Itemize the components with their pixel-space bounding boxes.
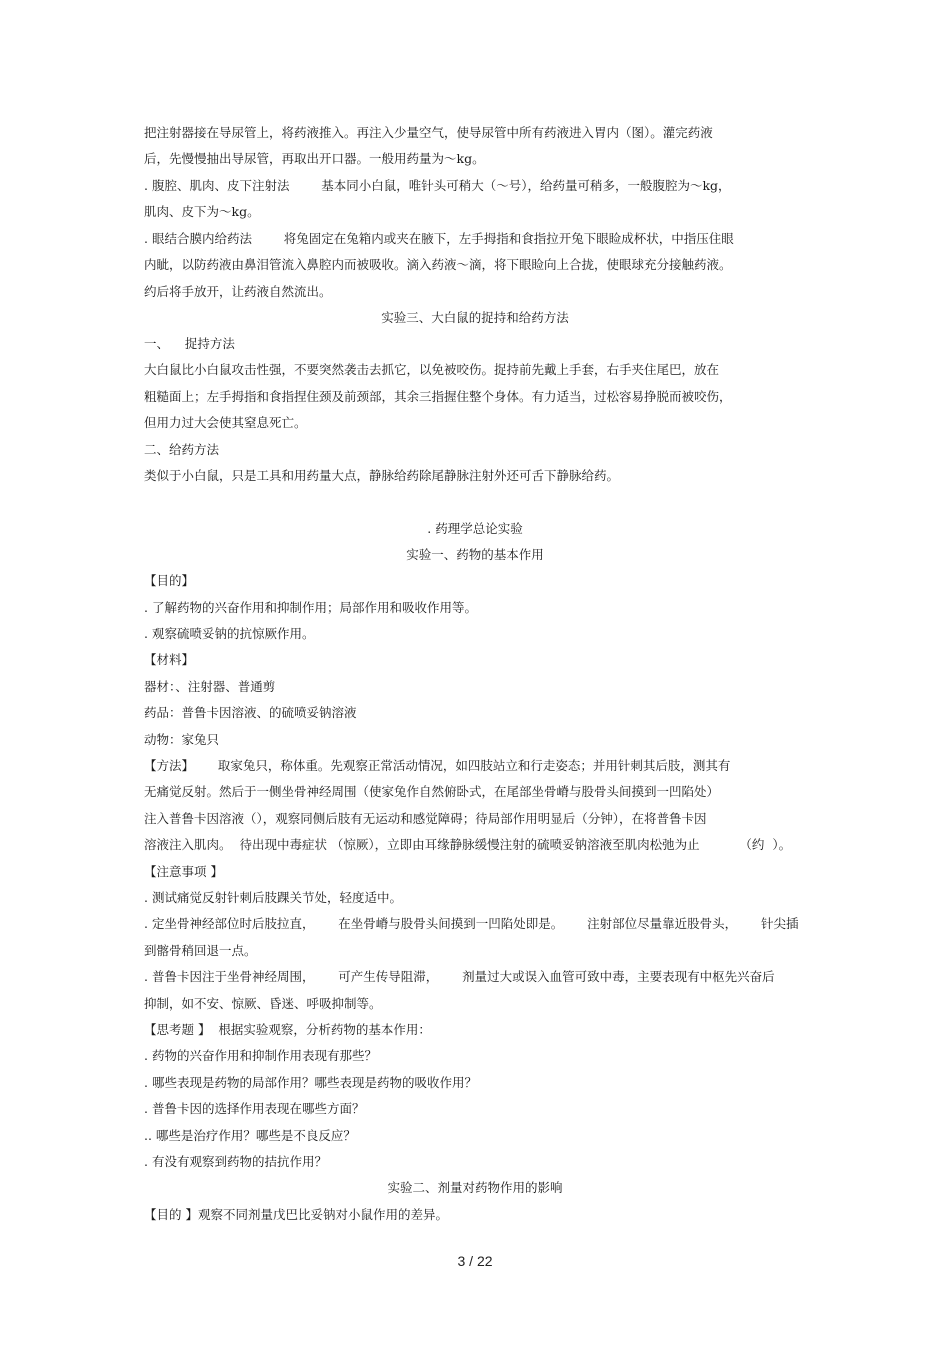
body-line: . 普鲁卡因注于坐骨神经周围， 可产生传导阻滞， 剂量过大或误入血管可致中毒，主要表现有中枢先兴奋后 [144, 969, 775, 984]
body-line: 抑制，如不安、惊厥、昏迷、呼吸抑制等。 [144, 996, 382, 1011]
body-line: 动物：家兔只 [144, 732, 220, 747]
body-line: . 哪些表现是药物的局部作用？哪些表现是药物的吸收作用？ [144, 1075, 477, 1090]
subsection-heading: 二、给药方法 [144, 442, 220, 457]
body-line: 【方法】 取家兔只，称体重。先观察正常活动情况，如四肢站立和行走姿态；并用针刺其后肢，测其有 [144, 758, 731, 773]
body-line: 但用力过大会使其窒息死亡。 [144, 415, 307, 430]
body-line: . 药物的兴奋作用和抑制作用表现有那些？ [144, 1048, 377, 1063]
body-line: . 观察硫喷妥钠的抗惊厥作用。 [144, 626, 315, 641]
body-line: 把注射器接在导尿管上，将药液推入。再注入少量空气，使导尿管中所有药液进入胃内（图）。灌完药液 [144, 125, 713, 140]
body-line: 无痛觉反射。然后于一侧坐骨神经周围（使家兔作自然俯卧式，在尾部坐骨嵴与股骨头间摸到一凹陷处） [144, 784, 720, 799]
body-line: 【目的 】观察不同剂量戊巴比妥钠对小鼠作用的差异。 [144, 1207, 448, 1222]
page-number: 3 / 22 [457, 1253, 493, 1269]
body-line: 后，先慢慢抽出导尿管，再取出开口器。一般用药量为～kg。 [144, 151, 485, 166]
body-line: . 定坐骨神经部位时后肢拉直， 在坐骨嵴与股骨头间摸到一凹陷处即是。 注射部位尽量靠近股骨头， 针尖插 [144, 916, 799, 931]
section-heading: 实验一、药物的基本作用 [406, 547, 544, 562]
body-line: 粗糙面上；左手拇指和食指捏住颈及前颈部，其余三指握住整个身体。有力适当，过松容易挣脱而被咬伤， [144, 389, 732, 404]
body-line: 到髂骨稍回退一点。 [144, 943, 257, 958]
subsection-heading: 一、 捉持方法 [144, 336, 235, 351]
label-heading: 【材料】 [144, 652, 195, 667]
body-line: . 有没有观察到药物的拮抗作用？ [144, 1154, 327, 1169]
body-line: 溶液注入肌肉。 待出现中毒症状 （惊厥），立即由耳缘静脉缓慢注射的硫喷妥钠溶液至肌肉松弛为止 （约 ）。 [144, 837, 792, 852]
body-line: . 腹腔、肌肉、皮下注射法 基本同小白鼠，唯针头可稍大（～号），给药量可稍多，一般腹腔为～kg， [144, 178, 731, 193]
body-line: 内眦，以防药液由鼻泪管流入鼻腔内而被吸收。滴入药液～滴，将下眼睑向上合拢，使眼球充分接触药液。 [144, 257, 732, 272]
label-heading: 【注意事项 】 [144, 864, 223, 879]
body-line: . 普鲁卡因的选择作用表现在哪些方面？ [144, 1101, 365, 1116]
label-heading: 【思考题 】 根据实验观察，分析药物的基本作用： [144, 1022, 431, 1037]
body-line: 类似于小白鼠，只是工具和用药量大点，静脉给药除尾静脉注射外还可舌下静脉给药。 [144, 468, 620, 483]
body-line: 约后将手放开，让药液自然流出。 [144, 284, 332, 299]
section-heading: 实验三、大白鼠的捉持和给药方法 [381, 310, 569, 325]
label-heading: 【目的】 [144, 573, 195, 588]
body-line: .. 哪些是治疗作用？哪些是不良反应？ [144, 1128, 356, 1143]
body-line: . 眼结合膜内给药法 将兔固定在兔箱内或夹在腋下，左手拇指和食指拉开兔下眼睑成杯状，中指压住眼 [144, 231, 734, 246]
body-line: 药品：普鲁卡因溶液、的硫喷妥钠溶液 [144, 705, 357, 720]
body-line: 注入普鲁卡因溶液（），观察同侧后肢有无运动和感觉障碍；待局部作用明显后（分钟），在将普鲁卡因 [144, 811, 707, 826]
body-line: 大白鼠比小白鼠攻击性强，不要突然袭击去抓它，以免被咬伤。捉持前先戴上手套，右手夹住尾巴，放在 [144, 362, 720, 377]
body-line: . 测试痛觉反射针刺后肢踝关节处，轻度适中。 [144, 890, 402, 905]
section-heading: 实验二、剂量对药物作用的影响 [387, 1180, 563, 1195]
body-line: 器材：、注射器、普通剪 [144, 679, 276, 694]
body-line: . 了解药物的兴奋作用和抑制作用；局部作用和吸收作用等。 [144, 600, 477, 615]
body-line: 肌肉、皮下为～kg。 [144, 204, 260, 219]
chapter-heading: . 药理学总论实验 [427, 521, 523, 536]
